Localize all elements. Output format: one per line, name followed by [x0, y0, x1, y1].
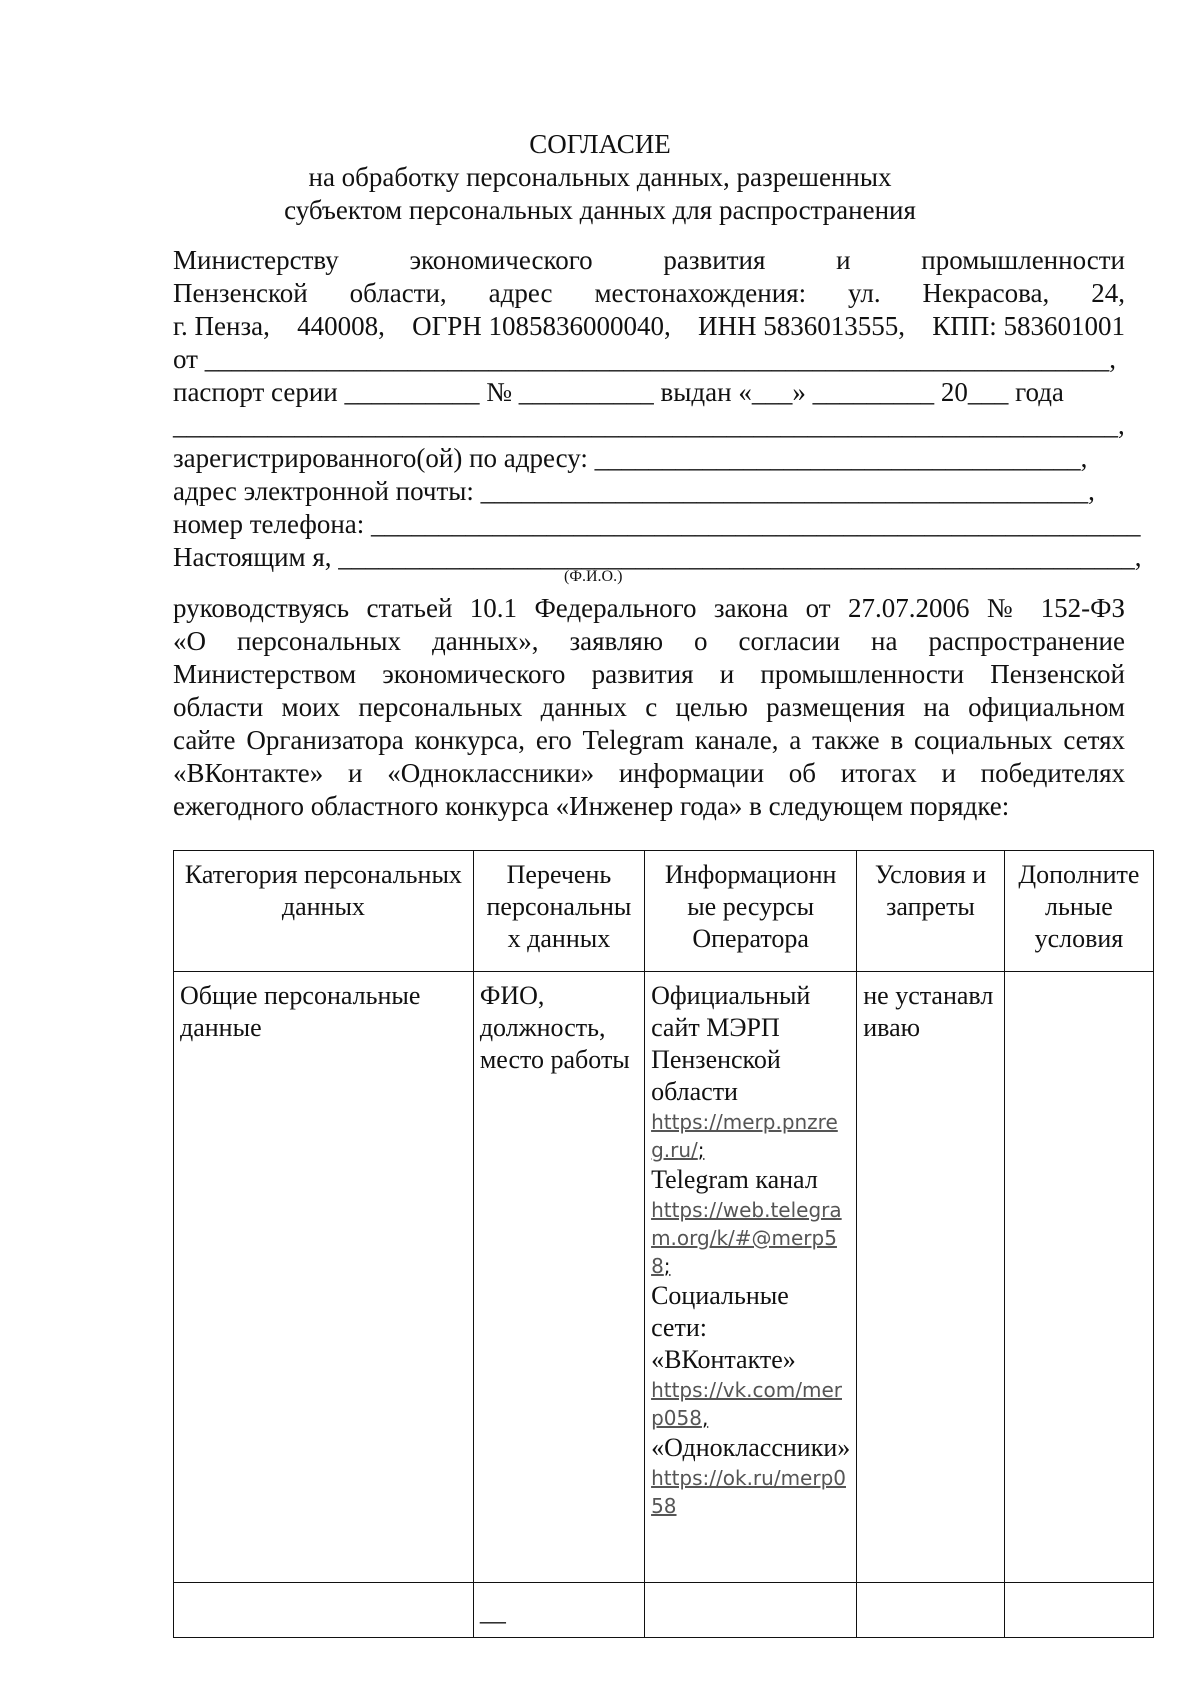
- paragraph-line: Министерством экономического развития и промышленности Пензенской: [173, 659, 1125, 689]
- paragraph-line: руководствуясь статьей 10.1 Федерального закона от 27.07.2006 № 152-ФЗ: [173, 593, 1125, 623]
- paragraph-line: области моих персональных данных с целью размещения на официальном: [173, 692, 1125, 722]
- header-list: Перечень персональны х данных: [473, 851, 644, 972]
- from-field[interactable]: от ___________________________________________________________________,: [173, 344, 1116, 374]
- site-label: Официальный сайт МЭРП Пензенской области: [651, 981, 811, 1106]
- ok-label: «Одноклассники»: [651, 1433, 851, 1462]
- empty-cell: [645, 1583, 857, 1638]
- email-field[interactable]: адрес электронной почты: _____________________________________________,: [173, 476, 1095, 506]
- telegram-link[interactable]: https://web.telegram.org/k/#@merp58;: [651, 1198, 842, 1278]
- ok-link[interactable]: https://ok.ru/merp058: [651, 1466, 846, 1518]
- social-label: Социальные сети:: [651, 1281, 789, 1342]
- document-title: СОГЛАСИЕ: [529, 129, 671, 159]
- header-additional: Дополните льные условия: [1004, 851, 1153, 972]
- table-row: [174, 972, 1154, 1583]
- document-subtitle-line-1: на обработку персональных данных, разрешенных: [308, 162, 892, 192]
- site-link[interactable]: https://merp.pnzreg.ru/;: [651, 1110, 838, 1162]
- fio-caption: (Ф.И.О.): [564, 568, 623, 585]
- phone-field[interactable]: номер телефона: _________________________________________________________: [173, 509, 1141, 539]
- paragraph-line: «О персональных данных», заявляю о согласии на распространение: [173, 626, 1125, 656]
- passport-field[interactable]: паспорт серии __________ № __________ выдан «___» _________ 20___ года: [173, 377, 1064, 407]
- vk-label: «ВКонтакте»: [651, 1345, 796, 1374]
- registration-address-field[interactable]: зарегистрированного(ой) по адресу: ____________________________________,: [173, 443, 1088, 473]
- telegram-label: Telegram канал: [651, 1165, 818, 1194]
- passport-issuer-field[interactable]: ______________________________________________________________________,: [173, 410, 1125, 440]
- cell-resources: [645, 972, 857, 1583]
- cell-category: Общие персональные данные: [174, 972, 474, 1583]
- empty-cell: [174, 1583, 474, 1638]
- paragraph-line: сайте Организатора конкурса, его Telegram канале, а также в социальных сетях: [173, 725, 1125, 755]
- table-row: [174, 1583, 1154, 1638]
- header-conditions: Условия и запреты: [857, 851, 1005, 972]
- paragraph-line: «ВКонтакте» и «Одноклассники» информации об итогах и победителях: [173, 758, 1125, 788]
- addressee-line-1: Министерству экономического развития и промышленности: [173, 245, 1125, 275]
- empty-cell: [857, 1583, 1005, 1638]
- addressee-line-3: г. Пенза, 440008, ОГРН 1085836000040, ИНН 5836013555, КПП: 583601001: [173, 311, 1125, 341]
- cell-list: ФИО, должность, место работы: [473, 972, 644, 1583]
- paragraph-line: ежегодного областного конкурса «Инженер года» в следующем порядке:: [173, 791, 1010, 821]
- vk-link[interactable]: https://vk.com/merp058,: [651, 1378, 842, 1430]
- empty-cell: [1004, 1583, 1153, 1638]
- personal-data-table: [173, 850, 1154, 1638]
- addressee-line-2: Пензенской области, адрес местонахождения: ул. Некрасова, 24,: [173, 278, 1125, 308]
- table-header-row: [174, 851, 1154, 972]
- document-subtitle-line-2: субъектом персональных данных для распространения: [284, 195, 916, 225]
- consent-paragraph: [173, 592, 1125, 823]
- header-category: Категория персональных данных: [174, 851, 474, 972]
- cell-list-dash: —: [473, 1583, 644, 1638]
- header-resources: Информационн ые ресурсы Оператора: [645, 851, 857, 972]
- addressee-block: [173, 244, 1142, 574]
- cell-additional: [1004, 972, 1153, 1583]
- cell-conditions: не устанавливаю: [857, 972, 1005, 1583]
- fio-field[interactable]: Настоящим я, ___________________________________________________________,: [173, 542, 1142, 572]
